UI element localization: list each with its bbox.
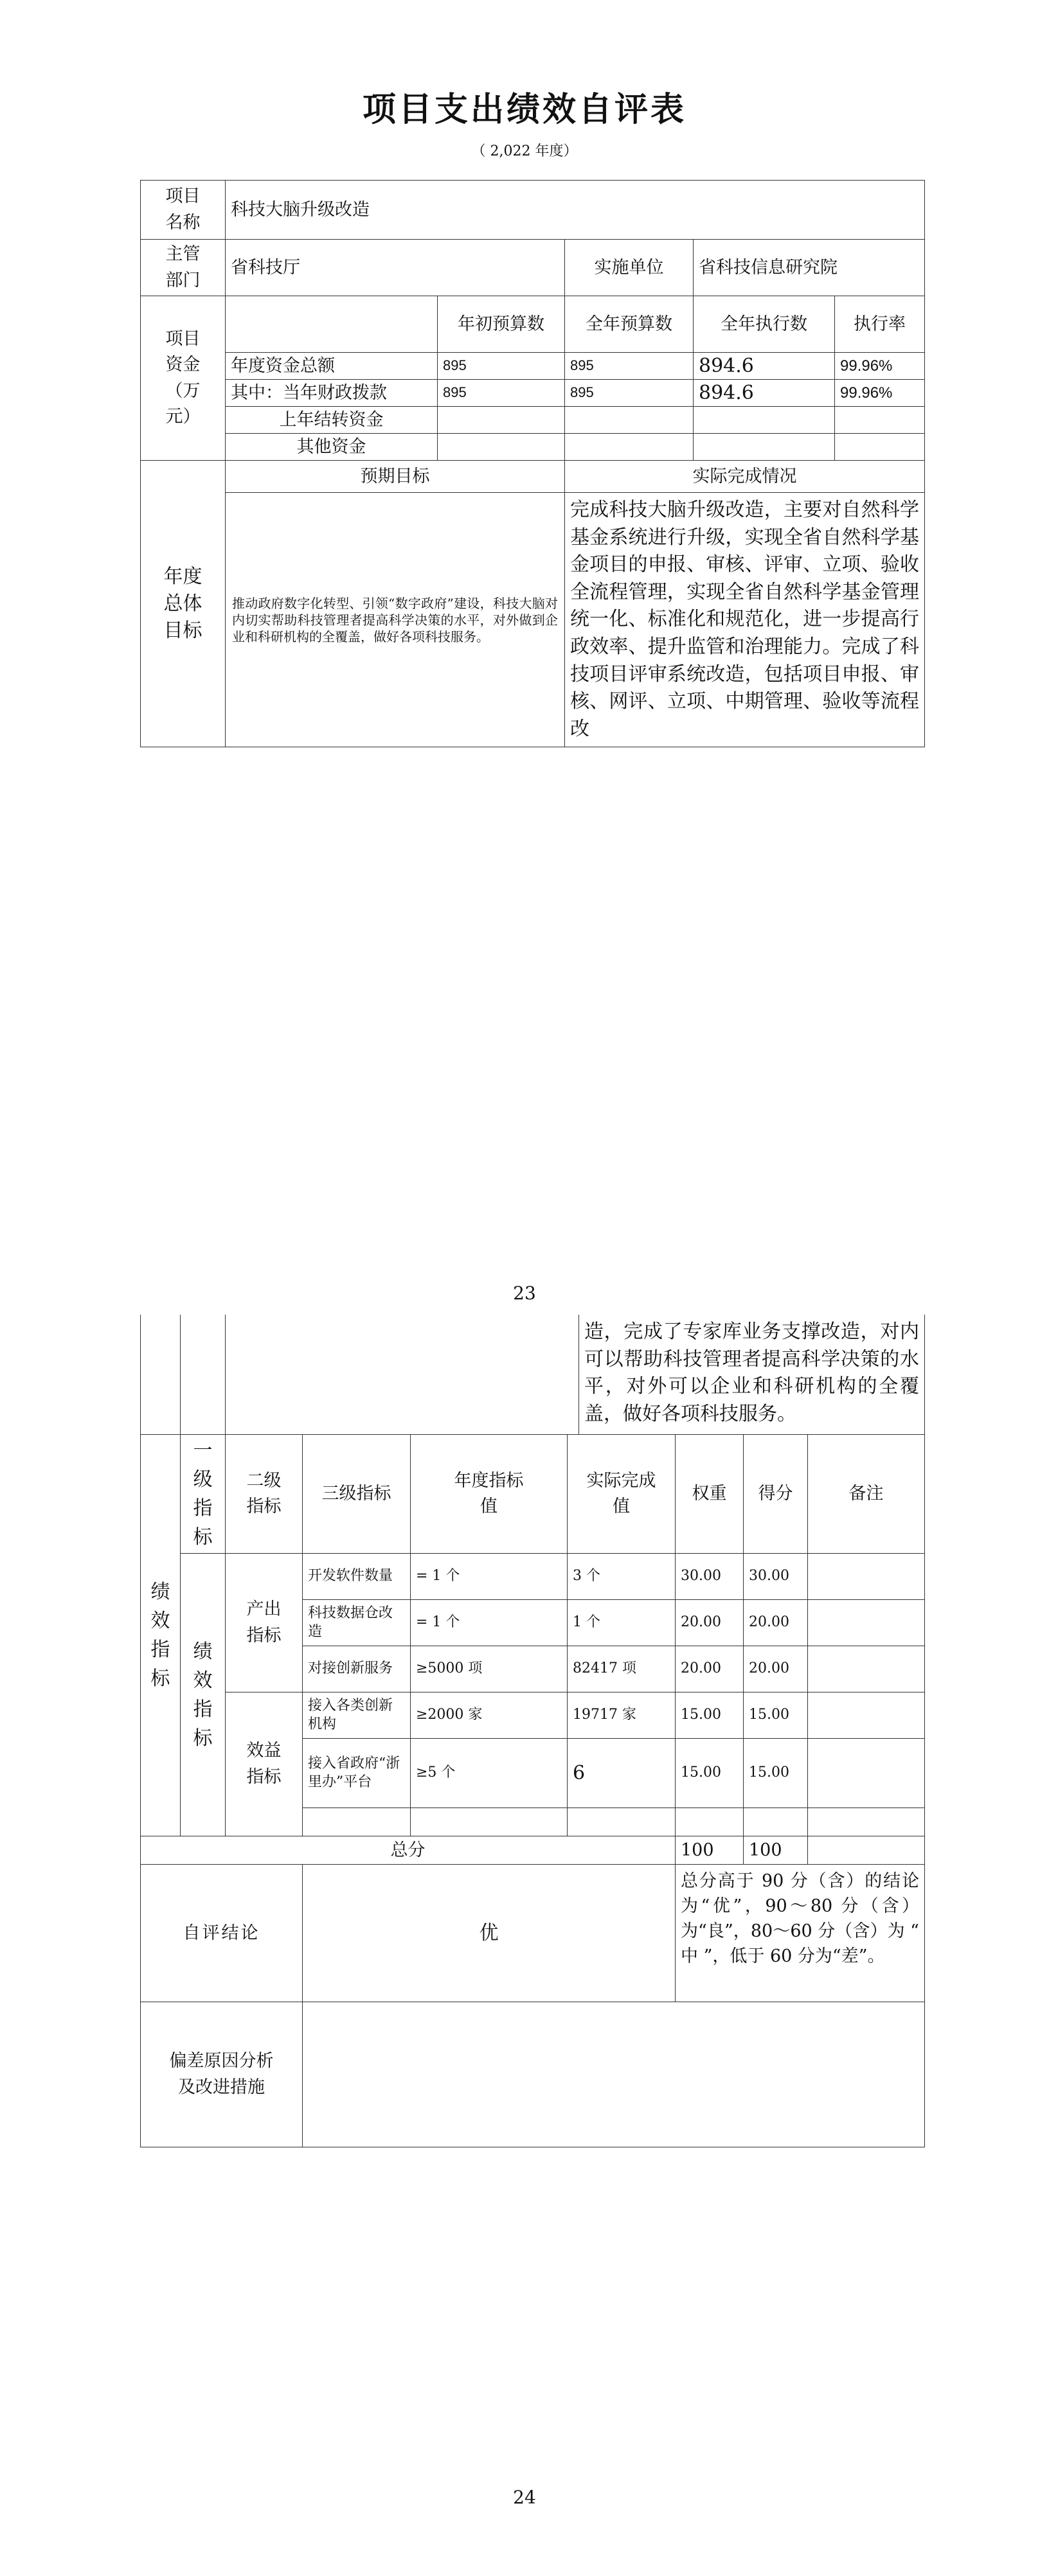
funds-executed — [694, 407, 835, 434]
target-header: 年度指标值 — [411, 1435, 568, 1554]
total-score: 100 — [744, 1836, 808, 1865]
actual-value-header: 实际完成值 — [568, 1435, 676, 1554]
funds-row-label: 上年结转资金 — [226, 407, 438, 434]
total-note — [808, 1836, 925, 1865]
indicator-target: ≥2000 家 — [411, 1692, 568, 1739]
funds-executed: 894.6 — [694, 380, 835, 407]
funds-rate: 99.96% — [835, 353, 925, 380]
expected-goal-header: 预期目标 — [226, 461, 565, 493]
indicator-actual: 6 — [568, 1739, 676, 1808]
empty-cell — [676, 1808, 744, 1836]
empty-cell — [568, 1808, 676, 1836]
cont-cell-blank — [181, 1315, 226, 1434]
level1-header: 一级指标 — [181, 1435, 226, 1554]
funds-executed — [694, 434, 835, 461]
indicator-weight: 20.00 — [676, 1600, 744, 1646]
project-name-label: 项目名称 — [141, 181, 226, 240]
funds-annual: 895 — [565, 380, 694, 407]
funds-row-label: 其中：当年财政拨款 — [226, 380, 438, 407]
indicator-weight: 20.00 — [676, 1646, 744, 1692]
indicator-score: 20.00 — [744, 1600, 808, 1646]
indicator-actual: 1 个 — [568, 1600, 676, 1646]
indicator-weight: 30.00 — [676, 1554, 744, 1600]
funds-label: 项目资金（万元） — [141, 296, 226, 461]
indicator-actual: 82417 项 — [568, 1646, 676, 1692]
output-indicator-group: 产出指标 — [226, 1554, 303, 1692]
indicator-name: 开发软件数量 — [303, 1554, 411, 1600]
funds-header-rate: 执行率 — [835, 296, 925, 353]
funds-header-blank — [226, 296, 438, 353]
funds-rate: 99.96% — [835, 380, 925, 407]
indicator-name: 接入省政府“浙里办”平台 — [303, 1739, 411, 1808]
page-number: 24 — [513, 2487, 536, 2508]
funds-rate — [835, 434, 925, 461]
page-title: 项目支出绩效自评表 — [362, 90, 686, 129]
indicator-note — [808, 1554, 925, 1600]
total-label: 总分 — [141, 1836, 676, 1865]
unit-value: 省科技信息研究院 — [694, 240, 925, 296]
indicator-score: 30.00 — [744, 1554, 808, 1600]
indicator-actual: 19717 家 — [568, 1692, 676, 1739]
conclusion-rule: 总分高于 90 分（含）的结论为“优”，90～80 分（含）为“良”，80～60 分（含）为 “ 中 ”，低于 60 分为“差”。 — [676, 1865, 925, 2002]
cont-cell-blank — [141, 1315, 181, 1434]
empty-cell — [808, 1808, 925, 1836]
funds-header-annual: 全年预算数 — [565, 296, 694, 353]
level1-value: 绩效指标 — [181, 1554, 226, 1836]
indicator-note — [808, 1646, 925, 1692]
funds-rate — [835, 407, 925, 434]
actual-result-header: 实际完成情况 — [565, 461, 925, 493]
dept-value: 省科技厅 — [226, 240, 565, 296]
funds-initial: 895 — [438, 353, 565, 380]
indicator-score: 15.00 — [744, 1739, 808, 1808]
level2-header: 二级指标 — [226, 1435, 303, 1554]
empty-cell — [303, 1808, 411, 1836]
funds-executed: 894.6 — [694, 353, 835, 380]
project-name-value: 科技大脑升级改造 — [226, 181, 925, 240]
indicator-name: 科技数据仓改造 — [303, 1600, 411, 1646]
indicator-target: = 1 个 — [411, 1600, 568, 1646]
funds-initial — [438, 407, 565, 434]
funds-initial — [438, 434, 565, 461]
funds-row-label: 其他资金 — [226, 434, 438, 461]
level3-header: 三级指标 — [303, 1435, 411, 1554]
indicator-actual: 3 个 — [568, 1554, 676, 1600]
actual-result-text: 完成科技大脑升级改造，主要对自然科学基金系统进行升级，实现全省自然科学基金项目的申报、审核、评审、立项、验收全流程管理，实现全省自然科学基金管理统一化、标准化和规范化，进一步提高行政效率、提升监管和治理能力。完成了科技项目评审系统改造，包括项目申报、审核、网评、立项、中期管理、验收等流程改 — [565, 493, 925, 747]
funds-annual: 895 — [565, 353, 694, 380]
indicator-target: ≥5 个 — [411, 1739, 568, 1808]
indicator-note — [808, 1600, 925, 1646]
indicator-target: ≥5000 项 — [411, 1646, 568, 1692]
indicator-weight: 15.00 — [676, 1692, 744, 1739]
funds-annual — [565, 407, 694, 434]
empty-cell — [744, 1808, 808, 1836]
indicator-name: 对接创新服务 — [303, 1646, 411, 1692]
unit-label: 实施单位 — [565, 240, 694, 296]
goals-label: 年度总体目标 — [141, 461, 226, 747]
conclusion-value: 优 — [303, 1865, 676, 2002]
funds-header-initial: 年初预算数 — [438, 296, 565, 353]
score-header: 得分 — [744, 1435, 808, 1554]
performance-table — [140, 1434, 925, 2147]
dept-label: 主管部门 — [141, 240, 226, 296]
expected-goal-text: 推动政府数字化转型、引领“数字政府”建设，科技大脑对内切实帮助科技管理者提高科学决策的水平，对外做到企业和科研机构的全覆盖，做好各项科技服务。 — [226, 493, 565, 747]
note-header: 备注 — [808, 1435, 925, 1554]
funds-row-label: 年度资金总额 — [226, 353, 438, 380]
indicator-name: 接入各类创新机构 — [303, 1692, 411, 1739]
empty-cell — [411, 1808, 568, 1836]
indicator-weight: 15.00 — [676, 1739, 744, 1808]
actual-result-text-cont: 造，完成了专家库业务支撑改造，对内可以帮助科技管理者提高科学决策的水平，对外可以企业和科研机构的全覆盖，做好各项科技服务。 — [579, 1315, 925, 1434]
weight-header: 权重 — [676, 1435, 744, 1554]
deviation-value — [303, 2002, 925, 2147]
conclusion-label: 自评结论 — [141, 1865, 303, 2002]
year-line: （ 2,022 年度） — [471, 143, 578, 159]
indicator-note — [808, 1692, 925, 1739]
cont-cell-blank — [226, 1315, 579, 1434]
benefit-indicator-group: 效益指标 — [226, 1692, 303, 1836]
indicator-note — [808, 1739, 925, 1808]
continuation-table — [140, 1315, 925, 1435]
funds-annual — [565, 434, 694, 461]
funds-initial: 895 — [438, 380, 565, 407]
indicator-target: = 1 个 — [411, 1554, 568, 1600]
deviation-label: 偏差原因分析及改进措施 — [141, 2002, 303, 2147]
performance-label: 绩效指标 — [141, 1435, 181, 1836]
indicator-score: 15.00 — [744, 1692, 808, 1739]
project-info-table — [140, 180, 925, 747]
page-number: 23 — [513, 1283, 536, 1304]
funds-header-executed: 全年执行数 — [694, 296, 835, 353]
total-weight: 100 — [676, 1836, 744, 1865]
indicator-score: 20.00 — [744, 1646, 808, 1692]
